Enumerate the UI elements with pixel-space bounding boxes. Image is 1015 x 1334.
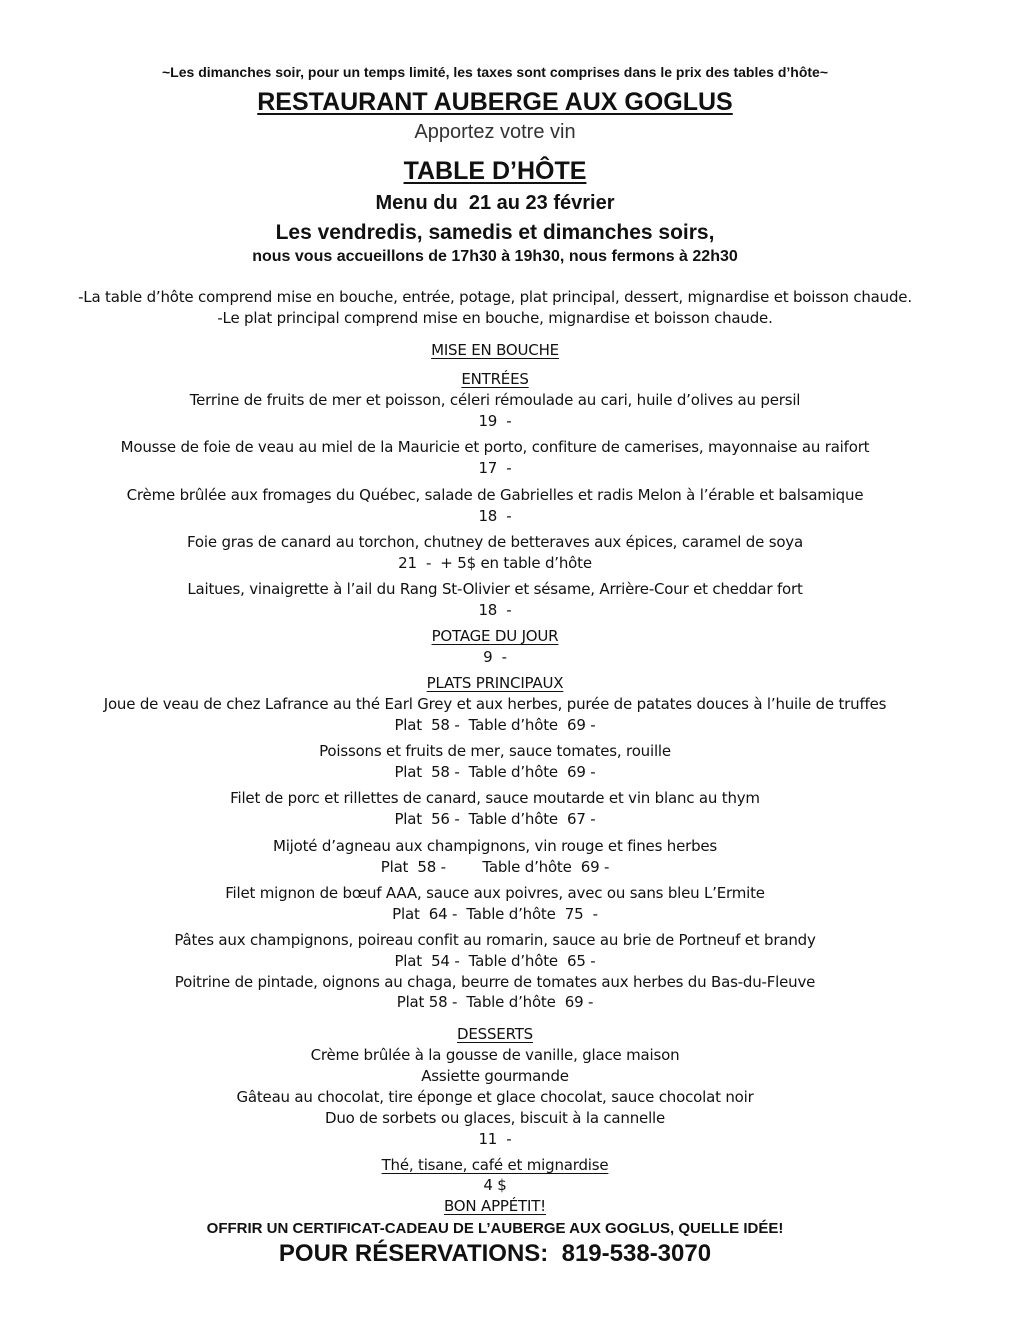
entree-price: 19 -	[478, 412, 512, 430]
drinks-heading: Thé, tisane, café et mignardise	[381, 1156, 609, 1174]
plat-name: Filet de porc et rillettes de canard, sauce moutarde et vin blanc au thym	[230, 789, 760, 807]
dessert-item: Crème brûlée à la gousse de vanille, glace maison	[310, 1046, 680, 1064]
byob-note: Apportez votre vin	[414, 121, 576, 143]
plat-price: Plat 64 - Table d’hôte 75 -	[392, 905, 598, 923]
potage-price: 9 -	[483, 648, 507, 666]
dessert-item: Gâteau au chocolat, tire éponge et glace chocolat, sauce chocolat noir	[236, 1088, 754, 1106]
entree-price: 18 -	[478, 601, 512, 619]
plat-price: Plat 58 - Table d’hôte 69 -	[394, 716, 596, 734]
plat-name: Poitrine de pintade, oignons au chaga, beurre de tomates aux herbes du Bas-du-Fleuve	[174, 973, 816, 991]
menu-dates: Menu du 21 au 23 février	[375, 192, 615, 214]
entree-price: 21 - + 5$ en table d’hôte	[398, 554, 592, 572]
dessert-price: 11 -	[478, 1130, 512, 1148]
promo-banner: ~Les dimanches soir, pour un temps limité, les taxes sont comprises dans le prix des tables d’hôte~	[162, 64, 828, 80]
entree-price: 18 -	[478, 507, 512, 525]
plat-name: Pâtes aux champignons, poireau confit au romarin, sauce au brie de Portneuf et brandy	[174, 931, 816, 949]
dessert-item: Assiette gourmande	[421, 1067, 569, 1085]
plat-price: Plat 58 - Table d’hôte 69 -	[396, 993, 594, 1011]
bon-appetit: BON APPÉTIT!	[443, 1197, 546, 1215]
drinks-price: 4 $	[483, 1176, 507, 1194]
plat-price: Plat 58 - Table d’hôte 69 -	[394, 763, 596, 781]
plats-heading: PLATS PRINCIPAUX	[426, 674, 564, 692]
desserts-heading: DESSERTS	[457, 1025, 533, 1043]
plat-price: Plat 56 - Table d’hôte 67 -	[394, 810, 596, 828]
entree-name: Terrine de fruits de mer et poisson, céleri rémoulade au cari, huile d’olives au persil	[189, 391, 801, 409]
plat-price: Plat 58 - Table d’hôte 69 -	[380, 858, 610, 876]
potage-heading: POTAGE DU JOUR	[431, 627, 559, 645]
entree-name: Laitues, vinaigrette à l’ail du Rang St-Olivier et sésame, Arrière-Cour et cheddar fort	[187, 580, 803, 598]
entrees-heading: ENTRÉES	[461, 370, 529, 388]
entree-name: Mousse de foie de veau au miel de la Mauricie et porto, confiture de camerises, mayonnaise au raifort	[120, 438, 870, 456]
mise-en-bouche-heading: MISE EN BOUCHE	[431, 341, 559, 359]
entree-name: Crème brûlée aux fromages du Québec, salade de Gabrielles et radis Melon à l’érable et balsamique	[126, 486, 864, 504]
note-line-2: -Le plat principal comprend mise en bouche, mignardise et boisson chaude.	[217, 309, 773, 327]
plat-name: Mijoté d’agneau aux champignons, vin rouge et fines herbes	[272, 837, 718, 855]
plat-name: Filet mignon de bœuf AAA, sauce aux poivres, avec ou sans bleu L’Ermite	[225, 884, 765, 902]
plat-name: Poissons et fruits de mer, sauce tomates, rouille	[319, 742, 671, 760]
entree-name: Foie gras de canard au torchon, chutney de betteraves aux épices, caramel de soya	[187, 533, 803, 551]
restaurant-name: RESTAURANT AUBERGE AUX GOGLUS	[257, 88, 733, 116]
dessert-item: Duo de sorbets ou glaces, biscuit à la cannelle	[324, 1109, 666, 1127]
service-hours: nous vous accueillons de 17h30 à 19h30, nous fermons à 22h30	[252, 248, 738, 265]
entree-price: 17 -	[478, 459, 512, 477]
table-hote-title: TABLE D’HÔTE	[403, 157, 587, 185]
note-line-1: -La table d’hôte comprend mise en bouche, entrée, potage, plat principal, dessert, mignardise et boisson chaude.	[78, 288, 912, 306]
reservations-phone: POUR RÉSERVATIONS: 819-538-3070	[278, 1240, 712, 1267]
plat-name: Joue de veau de chez Lafrance au thé Earl Grey et aux herbes, purée de patates douces à l’huile de truffes	[103, 695, 887, 713]
plat-price: Plat 54 - Table d’hôte 65 -	[394, 952, 596, 970]
gift-certificate-note: OFFRIR UN CERTIFICAT-CADEAU DE L’AUBERGE AUX GOGLUS, QUELLE IDÉE!	[206, 1220, 784, 1237]
service-days: Les vendredis, samedis et dimanches soirs,	[275, 221, 715, 244]
